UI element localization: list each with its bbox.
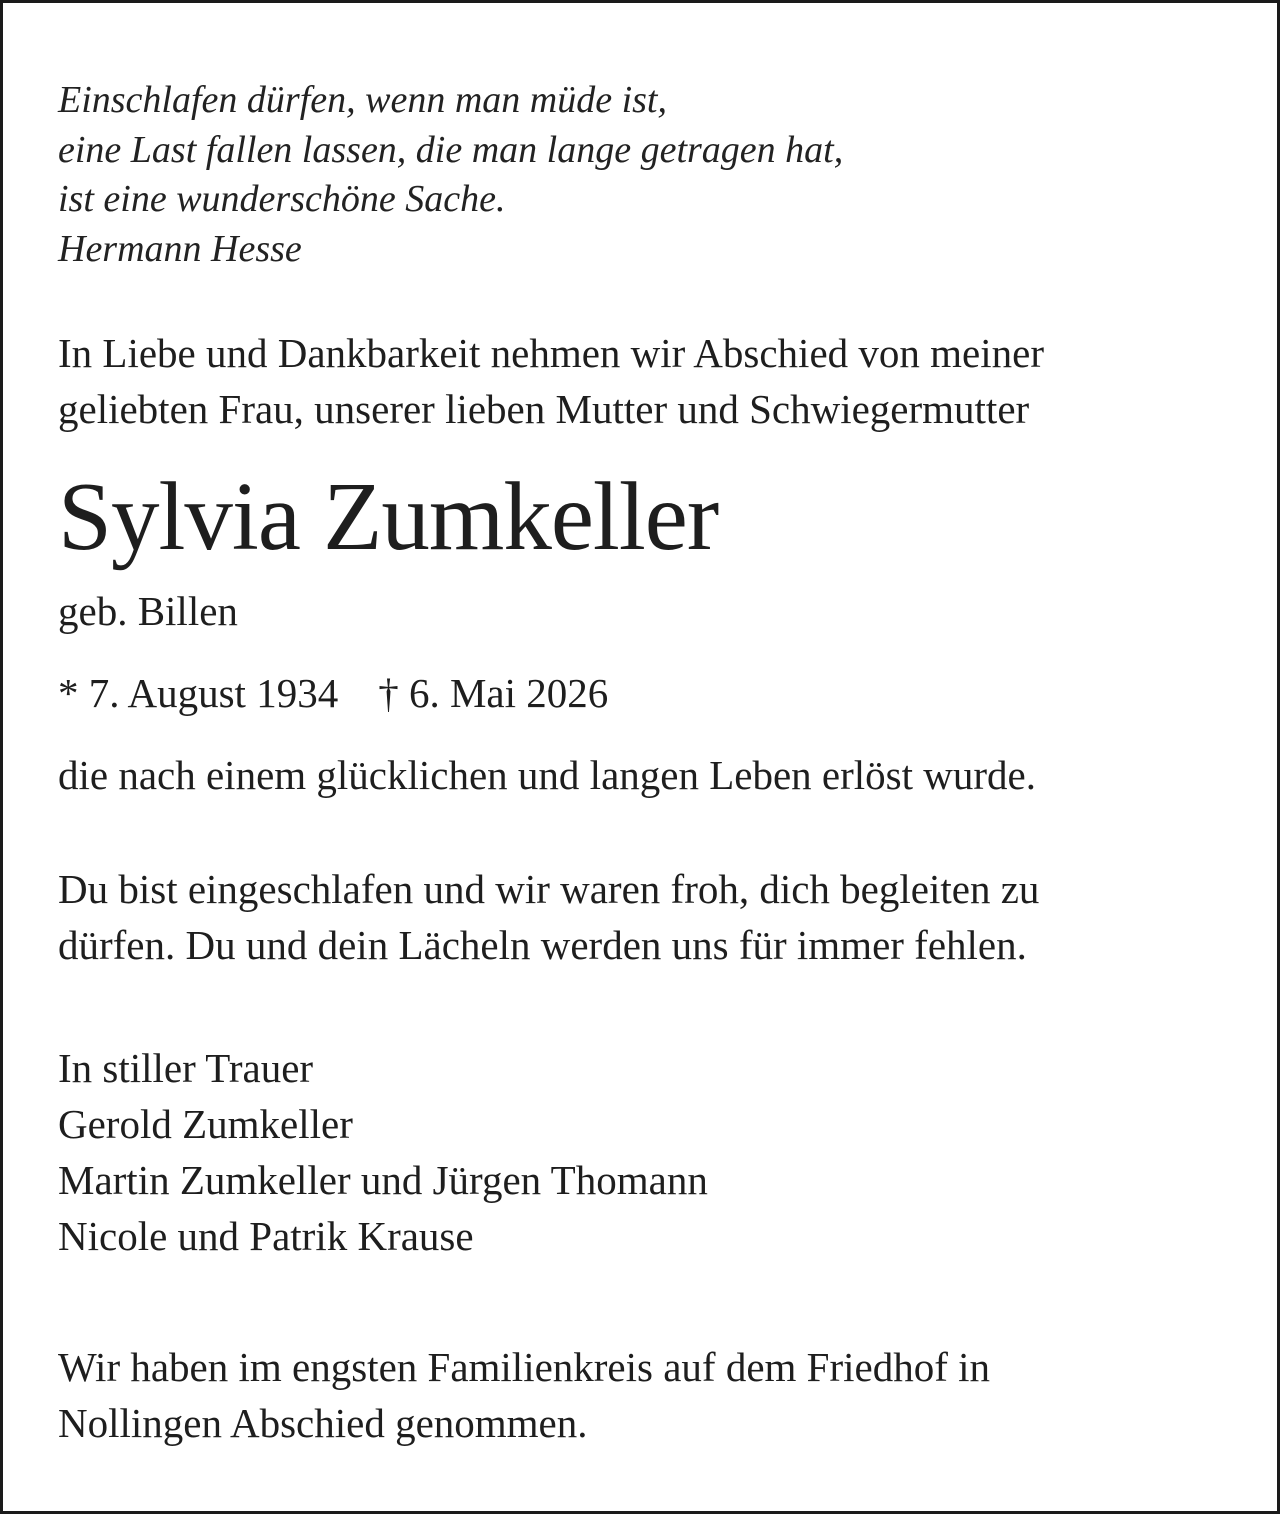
quote-line: ist eine wunderschöne Sache. <box>58 178 506 220</box>
death-date: † 6. Mai 2026 <box>378 670 609 716</box>
farewell-line: Du bist eingeschlafen und wir waren froh, dich begleiten zu <box>58 866 1040 912</box>
mourner-name: Gerold Zumkeller <box>58 1101 353 1147</box>
closing-line: Wir haben im engsten Familienkreis auf dem Friedhof in <box>58 1344 991 1390</box>
mourner-name: Martin Zumkeller und Jürgen Thomann <box>58 1157 708 1203</box>
closing-line: Nollingen Abschied genommen. <box>58 1400 588 1446</box>
life-dates <box>58 670 609 716</box>
deceased-name: Sylvia Zumkeller <box>58 463 719 570</box>
mourners-heading: In stiller Trauer <box>58 1045 314 1091</box>
intro-line: geliebten Frau, unserer lieben Mutter und Schwiegermutter <box>58 386 1030 432</box>
quote-line: eine Last fallen lassen, die man lange getragen hat, <box>58 129 844 171</box>
quote-line: Einschlafen dürfen, wenn man müde ist, <box>58 79 667 121</box>
intro-line: In Liebe und Dankbarkeit nehmen wir Abschied von meiner <box>58 330 1044 376</box>
release-line: die nach einem glücklichen und langen Leben erlöst wurde. <box>58 752 1036 798</box>
quote-author: Hermann Hesse <box>58 228 302 270</box>
birth-name: geb. Billen <box>58 588 238 634</box>
birth-date: * 7. August 1934 <box>58 670 339 716</box>
mourner-name: Nicole und Patrik Krause <box>58 1213 474 1259</box>
farewell-line: dürfen. Du und dein Lächeln werden uns für immer fehlen. <box>58 922 1027 968</box>
